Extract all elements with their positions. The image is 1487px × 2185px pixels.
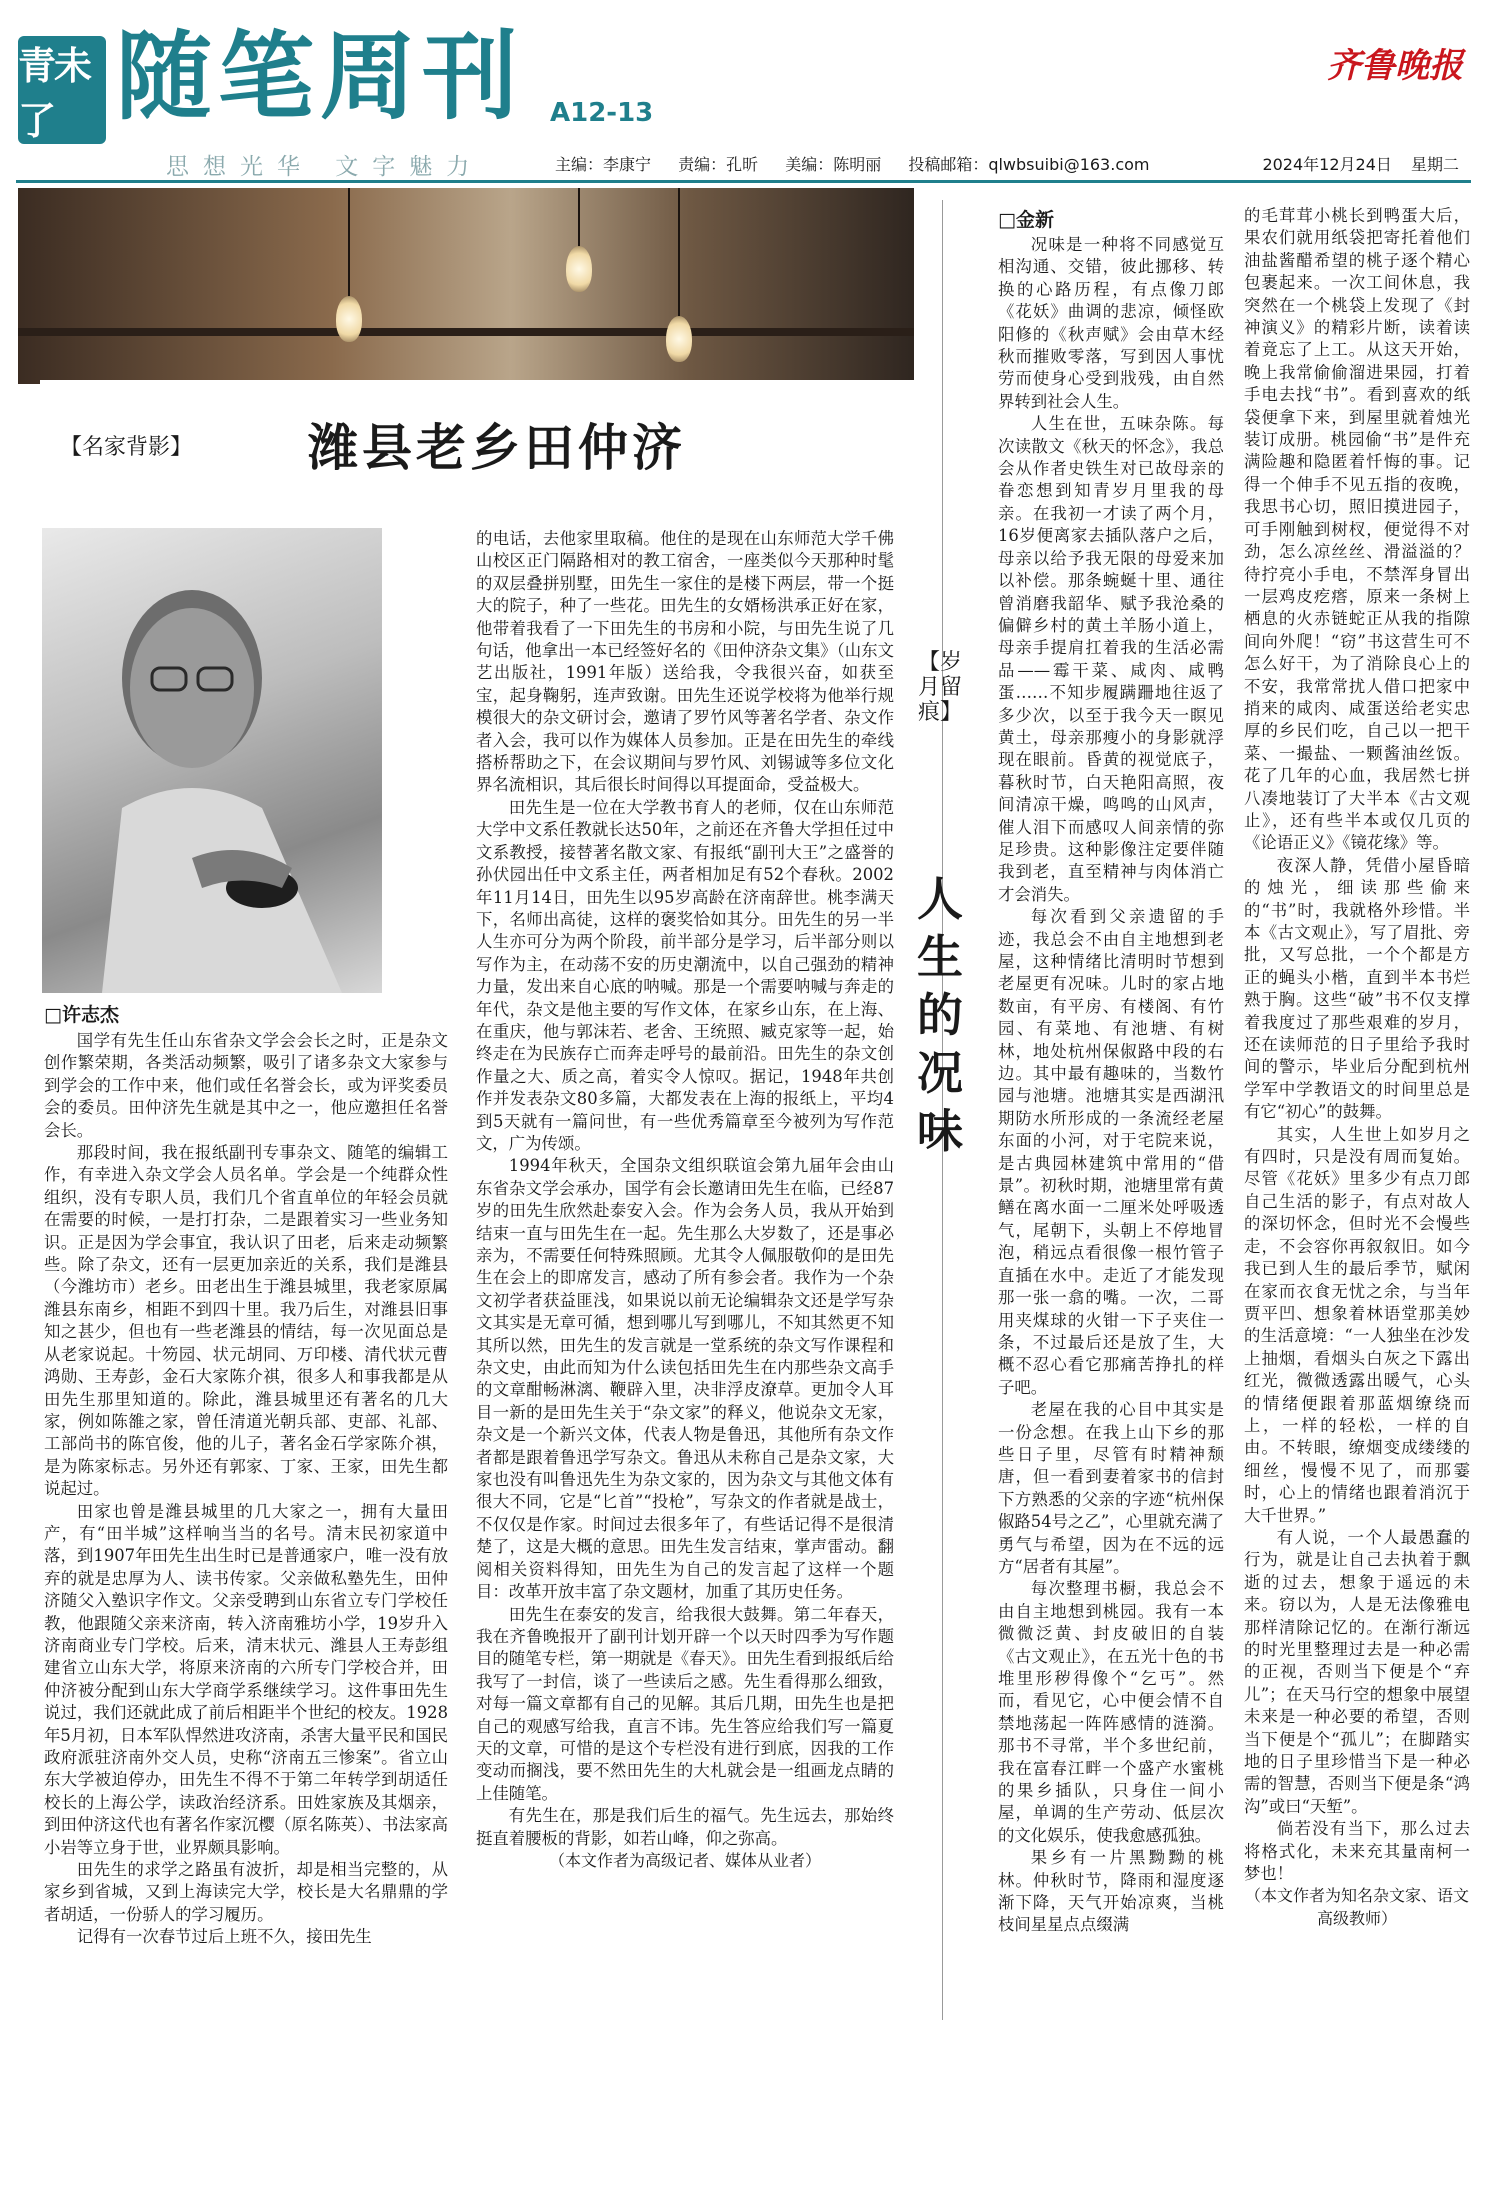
submission-email: 投稿邮箱：qlwbsuibi@163.com [908,155,1150,174]
shelf-edge [18,328,914,336]
article1-column2 [476,528,894,1872]
portrait-photo [42,528,382,993]
paragraph: 1994年秋天，全国杂文组织联谊会第九届年会由山东省杂文学会承办，国学有会长邀请田先生在临，已经87岁的田先生欣然赴泰安入会。作为会务人员，我从开始到结束一直与田先生在一起。先生那么大岁数了，还是事必亲为，不需要任何特殊照顾。尤其令人佩服敬仰的是田先生在会上的即席发言，感动了所有参会者。我作为一个杂文初学者获益匪浅，如果说以前无论编辑杂文还是学写杂文其实是无章可循，想到哪儿写到哪儿，不知其然更不知其所以然，田先生的发言就是一堂系统的杂文写作课程和杂文史，由此而知为什么读包括田先生在内那些杂文高手的文章酣畅淋漓、鞭辟入里，决非浮皮潦草。更加令人耳目一新的是田先生关于“杂文家”的释义，他说杂文无家，杂文是一个新兴文体，代表人物是鲁迅，其他所有杂文作者都是跟着鲁迅学写杂文。鲁迅从未称自己是杂文家，大家也没有叫鲁迅先生为杂文家的，因为杂文与其他文体有很大不同，它是“匕首”“投枪”，写杂文的作者就是战士，不仅仅是作家。时间过去很多年了，有些话记得不是很清楚了，这是大概的意思。田先生发言结束，掌声雷动。翻阅相关资料得知，田先生为自己的发言起了这样一个题目：改革开放丰富了杂文题材，加重了其历史任务。 [476,1156,894,1602]
paragraph: 的毛茸茸小桃长到鸭蛋大后，果农们就用纸袋把寄托着他们油盐酱醋希望的桃子逐个精心包裹起来。一次工间休息，我突然在一个桃袋上发现了《封神演义》的精彩片断，读着读着竟忘了上工。从这天开始，晚上我常偷偷溜进果园，打着手电去找“书”。看到喜欢的纸袋便拿下来，到屋里就着烛光装订成册。桃园偷“书”是件充满险趣和隐匿着忏悔的事。记得一个伸手不见五指的夜晚，我思书心切，照旧摸进园子，可手刚触到树杈，便觉得不对劲，怎么凉丝丝、滑溢溢的？待拧亮小手电，不禁浑身冒出一层鸡皮疙瘩，原来一条树上栖息的火赤链蛇正从我的指隙间向外爬！“窃”书这营生可不怎么好干，为了消除良心上的不安，我常常扰人借口把家中捎来的咸肉、咸蛋送给老实忠厚的乡民们吃，自己以一把干菜、一撮盐、一颗酱油丝饭。花了几年的心血，我居然七拼八凑地装订了大半本《古文观止》，还有些半本或仅几页的《论语正义》《镜花缘》等。 [1244,206,1470,853]
paragraph: 况味是一种将不同感觉互相沟通、交错，彼此挪移、转换的心路历程，有点像刀郎《花妖》曲调的悲凉，倾怪欧阳修的《秋声赋》会由草木经秋而摧败零落，写到因人事忧劳而使身心受到戕残，由自然界转到社会人生。 [998,235,1224,411]
paragraph: 国学有先生任山东省杂文学会会长之时，正是杂文创作繁荣期，各类活动频繁，吸引了诸多杂文大家参与到学会的工作中来，他们或任名誉会长，或为评奖委员会的委员。田仲济先生就是其中之一，他应邀担任名誉会长。 [44,1031,448,1140]
article2-column2 [1244,205,1470,1930]
paragraph: 人生在世，五味杂陈。每次读散文《秋天的怀念》，我总会从作者史铁生对已故母亲的眷恋想到知青岁月里我的母亲。在我初一才读了两个月，16岁便离家去插队落户之后，母亲以给予我无限的母爱来加以补偿。那条蜿蜒十里、通往曾消磨我韶华、赋予我沧桑的偏僻乡村的黄土羊肠小道上，母亲手提肩扛着我的生活必需品——霉干菜、咸肉、咸鸭蛋……不知步履蹒跚地往返了多少次，以至于我今天一瞑见黄土，母亲那瘦小的身影就浮现在眼前。昏黄的视觉底子，暮秋时节，白天艳阳高照，夜间清凉干燥，鸣鸣的山风声，催人泪下而感叹人间亲情的弥足珍贵。这种影像注定要伴随我到老，直至精神与肉体消亡才会消失。 [998,414,1224,904]
newspaper-logo: 齐鲁晚报 [1327,46,1463,86]
paragraph: 田先生的求学之路虽有波折，却是相当完整的，从家乡到省城，又到上海读完大学，校长是大名鼎鼎的学者胡适，一份骄人的学习履历。 [44,1860,448,1924]
paragraph: 果乡有一片黑黝黝的桃林。仲秋时节，降雨和湿度逐渐下降，天气开始凉爽，当桃枝间星星点点缀满 [998,1848,1224,1935]
art-editor: 美编：陈明丽 [785,155,882,174]
paragraph: 那段时间，我在报纸副刊专事杂文、随笔的编辑工作，有幸进入杂文学会人员名单。学会是一个纯群众性组织，没有专职人员，我们几个省直单位的年轻会员就在需要的时候，一是打打杂，二是跟着实习一些业务知识。正是因为学会事宜，我认识了田老，后来走动频繁些。除了杂文，还有一层更加亲近的关系，我们是潍县（今潍坊市）老乡。田老出生于潍县城里，我老家原属潍县东南乡，相距不到四十里。我乃后生，对潍县旧事知之甚少，但也有一些老潍县的情结，每一次见面总是从老家说起。十笏园、状元胡同、万印楼、清代状元曹鸿勋、王寿彭，金石大家陈介祺，很多人和事我都是从田先生那里知道的。除此，潍县城里还有著名的几大家，例如陈雒之家，曾任清道光朝兵部、吏部、礼部、工部尚书的陈官俊，他的儿子，著名金石学家陈介祺，是为陈家标志。另外还有郭家、丁家、王家，田先生都说起过。 [44,1143,448,1499]
paragraph: 其实，人生世上如岁月之有四时，只是没有周而复始。尽管《花妖》里多少有点刀郎自己生活的影子，有点对故人的深切怀念，但时光不会慢些走，不会容你再叙叙旧。如今我已到人生的最后季节，赋闲在家而衣食无忧之余，与当年贾平凹、想象着林语堂那美妙的生活意境：“一人独坐在沙发上抽烟，看烟头白灰之下露出红光，微微透露出暖气，心头的情绪便跟着那蓝烟缭绕而上，一样的轻松，一样的自由。不转眼，缭烟变成缕缕的细丝，慢慢不见了，而那霎时，心上的情绪也跟着消沉于大千世界。” [1244,1124,1470,1525]
page-title: 随笔周刊 [116,20,524,133]
editor-credits [555,152,1172,175]
bookshelf-bulb-photo [18,188,914,384]
lamp-wire [348,188,350,298]
page-number: A12-13 [550,98,654,128]
bulb-icon [566,246,592,292]
bulb-icon [336,296,362,342]
paragraph: 记得有一次春节过后上班不久，接田先生 [76,1927,372,1947]
bulb-icon [666,316,692,362]
paragraph: 每次整理书橱，我总会不由自主地想到桃园。我有一本微微泛黄、封皮破旧的自装《古文观止》，在五光十色的书堆里形秽得像个“乞丐”。然而，看见它，心中便会情不自禁地荡起一阵阵感情的涟漪。那书不寻常，半个多世纪前，我在富春江畔一个盛产水蜜桃的果乡插队，只身住一间小屋，单调的生产劳动、低层次的文化娱乐，使我愈感孤独。 [998,1579,1224,1845]
author-note: （本文作者为知名杂文家、语文高级教师） [1244,1886,1469,1928]
paragraph: 有人说，一个人最愚蠢的行为，就是让自己去执着于飘逝的过去，想象于遥远的未来。窃以为，人是无法像雅电那样清除记忆的。在渐行渐远的时光里整理过去是一种必需的正视，否则当下便是个“弃儿”；在天马行空的想象中展望未来是一种必要的希望，否则当下便是个“孤儿”；在脚踏实地的日子里珍惜当下是一种必需的智慧，否则当下便是条“鸿沟”或曰“天堑”。 [1244,1527,1470,1816]
paragraph: 夜深人静，凭借小屋昏暗的烛光，细读那些偷来的“书”时，我就格外珍惜。半本《古文观止》，写了眉批、旁批，又写总批，一个个都是方正的蝇头小楷，直到半本书烂熟于胸。这些“破”书不仅支撑着我度过了那些艰难的岁月，还在读师范的日子里给予我时间的警示，毕业后分配到杭州学军中学教语文的时间里总是有它“初心”的鼓舞。 [1244,855,1470,1122]
paragraph: 每次看到父亲遗留的手迹，我总会不由自主地想到老屋，这种情绪比清明时节想到老屋更有况味。儿时的家占地数亩，有平房、有楼阁、有竹园、有菜地、有池塘、有树林，地处杭州保俶路中段的右边。其中最有趣味的，当数竹园与池塘。池塘其实是西湖汛期防水所形成的一条流经老屋东面的小河，对于宅院来说，是古典园林建筑中常用的“借景”。初秋时期，池塘里常有黄鳝在离水面一二厘米处呼吸透气，尾朝下，头朝上不停地冒泡，稍远点看很像一根竹管子直插在水中。走近了才能发现那一张一翕的嘴。一次，二哥用夹煤球的火钳一下子夹住一条，不过最后还是放了生，大概不忍心看它那痛苦挣扎的样子吧。 [998,907,1224,1397]
article1-column1 [44,1030,448,1949]
article-headline: 潍县老乡田仲济 [308,418,686,477]
article2-column1 [998,234,1224,1937]
section-tag: 【岁月留痕】 [917,650,962,725]
chief-editor: 主编：李康宁 [555,155,652,174]
header-rule [16,180,1471,183]
slogan: 思想光华 文字魅力 [166,154,484,180]
paragraph: 有先生在，那是我们后生的福气。先生远去，那始终挺直着腰板的背影，如若山峰，仰之弥高。 [476,1806,894,1848]
author-note: （本文作者为高级记者、媒体从业者） [548,1850,821,1870]
weekday: 星期二 [1410,155,1459,174]
column-logo: 青未了 [18,36,106,144]
lamp-wire [578,188,580,248]
lamp-wire [678,188,680,318]
paragraph: 田先生是一位在大学教书育人的老师，仅在山东师范大学中文系任教就长达50年，之前还在齐鲁大学担任过中文系教授，接替著名散文家、有报纸“副刊大王”之盛誉的孙伏园出任中文系主任，两者相加足有52个春秋。2002年11月14日，田先生以95岁高龄在济南辞世。桃李满天下，名师出高徒，这样的褒奖恰如其分。田先生的另一半人生亦可分为两个阶段，前半部分是学习，后半部分则以写作为主，在动荡不安的历史潮流中，以自己强劲的精神力量，发出来自心底的呐喊。那是一个需要呐喊与奔走的年代，杂文是他主要的写作文体，在家乡山东，在上海、在重庆，他与郭沫若、老舍、王统照、臧克家等一起，始终走在为民族存亡而奔走呼号的最前沿。田先生的杂文创作量之大、质之高，着实令人惊叹。据记，1948年共创作并发表杂文80多篇，大都发表在上海的报纸上，平均4到5天就有一篇问世，有一些优秀篇章至今被列为写作范文，广为传颂。 [476,797,894,1153]
paragraph: 倘若没有当下，那么过去将格式化，未来充其量南柯一梦也！ [1244,1819,1470,1884]
paragraph: 田家也曾是潍县城里的几大家之一，拥有大量田产，有“田半城”这样响当当的名号。清末民初家道中落，到1907年田先生出生时已是普通家户，唯一没有放弃的就是忠厚为人、读书传家。父亲做私塾先生，田仲济随父入塾识字作文。父亲受聘到山东省立专门学校任教，他跟随父亲来济南，转入济南雅坊小学，19岁升入济南商业专门学校。后来，清末状元、潍县人王寿彭组建省立山东大学，将原来济南的六所专门学校合并，田仲济被分配到山东大学商学系继续学习。这件事田先生说过，我们还就此成了前后相距半个世纪的校友。1928年5月初，日本军队悍然进攻济南，杀害大量平民和国民政府派驻济南外交人员，史称“济南五三惨案”。省立山东大学被迫停办，田先生不得不于第二年转学到胡适任校长的上海公学，读政治经济系。田姓家族及其烟亲，到田仲济这代也有著名作家沉樱（原名陈英）、书法家高小岩等立身于世，业界颇具影响。 [44,1501,448,1857]
duty-editor: 责编：孔昕 [678,155,759,174]
author-byline: □许志杰 [44,1004,119,1026]
paragraph: 的电话，去他家里取稿。他住的是现在山东师范大学千佛山校区正门隔路相对的教工宿舍，一座类似今天那种时髦的双层叠拼别墅，田先生一家住的是楼下两层，带一个挺大的院子，种了一些花。田先生的女婿杨洪承正好在家，他带着我看了一下田先生的书房和小院，与田先生说了几句话，他拿出一本已经签好名的《田仲济杂文集》（山东文艺出版社，1991年版）送给我，令我很兴奋，如获至宝，起身鞠躬，连声致谢。田先生还说学校将为他举行规模很大的杂文研讨会，邀请了罗竹风等著名学者、杂文作者入会，我可以作为媒体人员参加。正是在田先生的牵线搭桥帮助之下，在会议期间与罗竹风、刘锡诚等多位文化界名流相识，其后很长时间得以耳提面命，受益极大。 [476,529,894,795]
article2-title: 人生的况味 [917,872,963,1158]
column-tag: 【名家背影】 [60,435,193,460]
dateline [1262,152,1459,175]
paragraph: 田先生在泰安的发言，给我很大鼓舞。第二年春天，我在齐鲁晚报开了副刊计划开辟一个以天时四季为写作题目的随笔专栏，第一期就是《春天》。田先生看到报纸后给我写了一封信，谈了一些读后之感。先生看得那么细致，对每一篇文章都有自己的见解。其后几期，田先生也是把自己的观感写给我，直言不讳。先生答应给我们写一篇夏天的文章，可惜的是这个专栏没有进行到底，因我的工作变动而搁浅，要不然田先生的大札就会是一组画龙点睛的上佳随笔。 [476,1604,894,1803]
author-byline: □金新 [998,209,1054,231]
date: 2024年12月24日 [1262,155,1392,174]
paragraph: 老屋在我的心目中其实是一份念想。在我上山下乡的那些日子里，尽管有时精神颓唐，但一看到妻着家书的信封下方熟悉的父亲的字迹“杭州保俶路54号之乙”，心里就充满了勇气与希望，因为在不远的远方“居者有其屋”。 [998,1400,1224,1576]
